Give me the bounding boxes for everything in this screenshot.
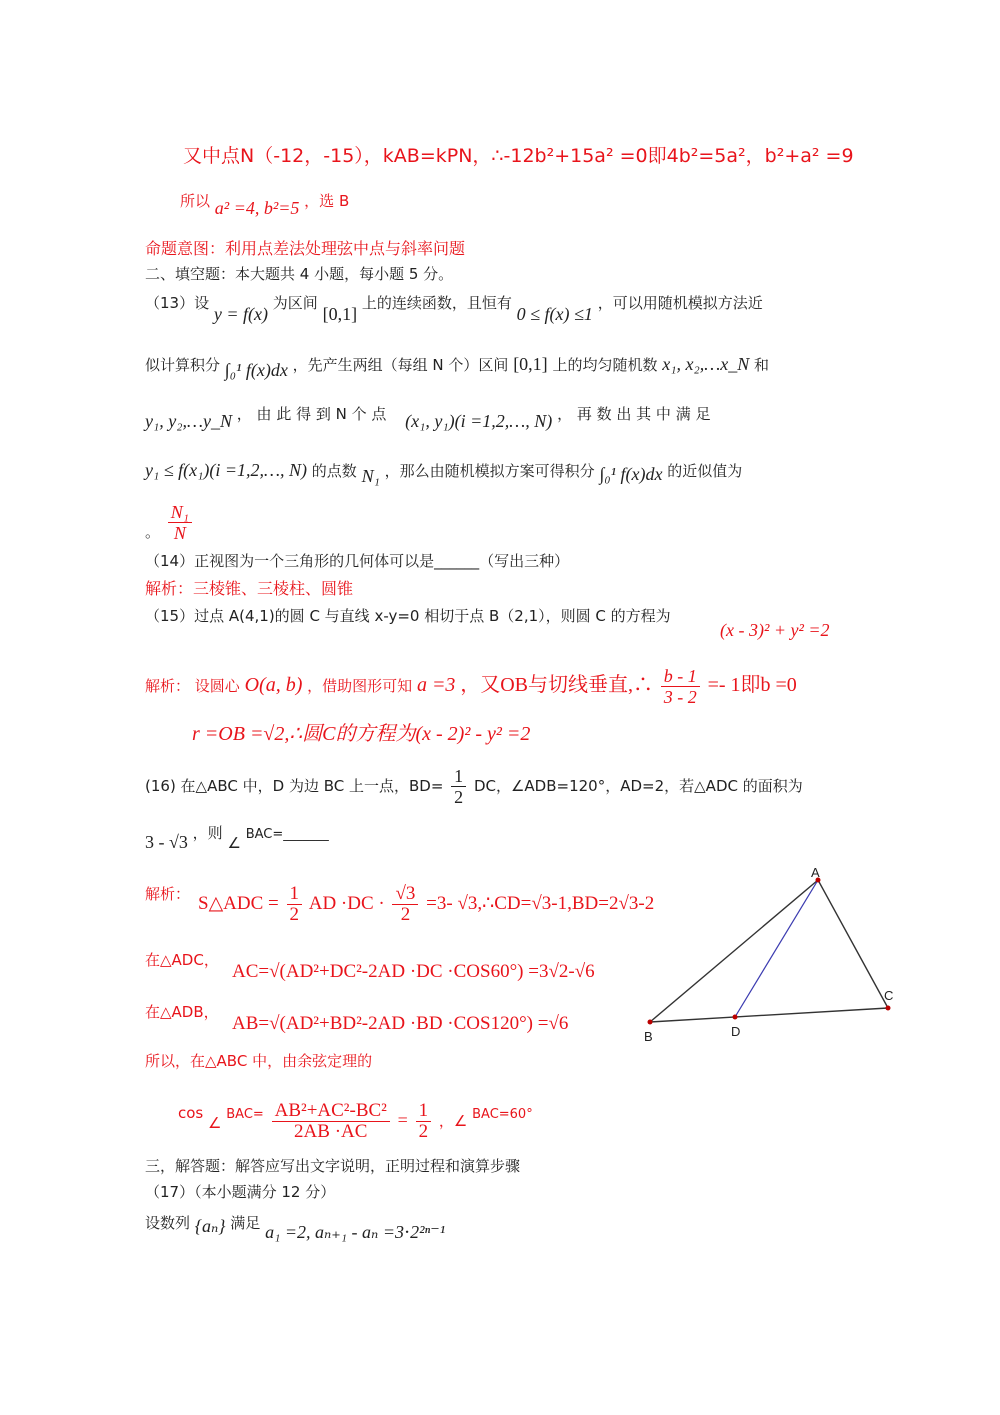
q13-text-k: 的点数	[311, 462, 357, 480]
sol1-text-c: =3- √3,∴CD=√3-1,BD=2√3-2	[426, 892, 655, 914]
q16-line1	[145, 766, 803, 807]
q13-integral-2: ∫₀¹ f(x)dx	[599, 464, 663, 484]
side-bc	[650, 1008, 888, 1022]
q15-solution-line1	[145, 666, 797, 707]
q16-text-e: BAC=_______	[245, 827, 329, 842]
q13-line2	[145, 354, 770, 380]
answer-prefix: 所以	[180, 192, 211, 210]
q16-angle-symbol: ∠	[227, 834, 241, 852]
intent-line: 命题意图：利用点差法处理弦中点与斜率问题	[145, 239, 466, 258]
sol1-fraction-1	[287, 884, 303, 925]
q15-question: （15）过点 A(4,1)的圆 C 与直线 x-y=0 相切于点 B（2,1），则圆 C 的方程为	[145, 607, 671, 625]
q13-math-5: [0,1]	[513, 354, 548, 374]
q16-sol-label: 解析：	[145, 885, 191, 903]
q16-line2	[145, 822, 329, 852]
vertex-d-dot	[733, 1015, 738, 1020]
adc-label: 在△ADC，	[145, 951, 219, 969]
q15-sol-text-d: ，又OB与切线垂直,∴	[460, 674, 654, 696]
sol1-text-a: S△ADC =	[198, 892, 279, 914]
q13-math-1: y = f(x)	[213, 304, 268, 324]
cos-fraction-1	[272, 1101, 390, 1142]
q13-answer-denominator: N	[173, 523, 186, 543]
q16-math: 3 - √3	[145, 832, 188, 852]
cos-frac1-den: 2AB ·AC	[294, 1121, 368, 1142]
answer-math: a² =4, b²=5	[214, 198, 300, 218]
cos-angle-2: ，∠	[438, 1112, 468, 1130]
adc-equation: AC=√(AD²+DC²-2AD ·DC ·COS60°) =3√2-√6	[232, 961, 595, 982]
midpoint-text: 又中点N（-12，-15），kAB=kPN，∴-12b²+15a² =0即4b²=5a²，b²+a² =9	[183, 145, 854, 167]
q13-answer-fraction	[168, 502, 192, 543]
adb-equation: AB=√(AD²+BD²-2AD ·BD ·COS120°) =√6	[232, 1013, 569, 1034]
q15-answer-math: (x - 3)² + y² =2	[720, 620, 830, 640]
sol1-frac2-den: 2	[400, 904, 411, 925]
q13-text-a: （13）设	[145, 294, 210, 312]
q15-sol-text-b: 设圆心	[194, 677, 240, 695]
cos-text-a: cos	[178, 1104, 204, 1122]
cosine-rule-line: 所以，在△ABC 中，由余弦定理的	[145, 1052, 373, 1070]
q17-text-a: 设数列	[145, 1214, 191, 1232]
cos-frac2-den: 2	[418, 1121, 429, 1142]
q15-solution-line2: r =OB =√2,∴圆C的方程为(x - 2)² - y² =2	[192, 723, 531, 745]
section2-heading: 二、填空题：本大题共 4 小题，每小题 5 分。	[145, 265, 454, 283]
q13-text-e: 似计算积分	[145, 356, 221, 374]
q13-line3	[145, 403, 711, 431]
q13-text-c: 上的连续函数，且恒有	[361, 294, 512, 312]
q15-sol-frac-den: 3 - 2	[663, 687, 697, 707]
line-midpoint	[183, 146, 854, 167]
q13-math-8: (x₁, y₁)(i =1,2,…, N)	[405, 411, 553, 431]
q17-math-1: {aₙ}	[194, 1216, 226, 1236]
sol1-text-b: AD ·DC ·	[308, 892, 385, 914]
q13-integral-1: ∫₀¹ f(x)dx	[224, 360, 288, 380]
q13-math-3: 0 ≤ f(x) ≤1	[516, 304, 593, 324]
q13-period: 。	[145, 523, 161, 541]
q15-sol-label: 解析：	[145, 677, 191, 695]
q15-sol-frac-num: b - 1	[661, 666, 700, 687]
q13-text-l: ，那么由随机模拟方案可得积分	[384, 462, 595, 480]
q13-math-7: y₁, y₂,…y_N	[145, 411, 232, 431]
q13-line1	[145, 292, 763, 324]
q13-math-10: N₁	[361, 466, 380, 486]
label-b: B	[644, 1029, 653, 1044]
q15-sol-math-2: a =3	[416, 674, 456, 696]
q13-math-2: [0,1]	[322, 304, 358, 324]
q13-math-9: y₁ ≤ f(x₁)(i =1,2,…, N)	[145, 460, 308, 480]
q13-line4	[145, 460, 743, 486]
side-ac	[818, 880, 888, 1008]
vertex-c-dot	[886, 1006, 891, 1011]
cos-frac2-num: 1	[416, 1101, 432, 1122]
sol1-frac1-den: 2	[289, 904, 300, 925]
q16-fraction	[451, 766, 466, 807]
q13-text-m: 的近似值为	[667, 462, 743, 480]
q13-answer-line	[145, 502, 195, 543]
q16-sol-line1	[198, 884, 654, 925]
sol1-frac1-num: 1	[287, 884, 303, 905]
q17-text-b: 满足	[230, 1214, 261, 1232]
q13-text-h: 和	[754, 356, 770, 374]
side-ab	[650, 880, 818, 1022]
q15-sol-text-e: =- 1即b =0	[707, 674, 797, 696]
q17-math-2: a₁ =2, aₙ₊₁ - aₙ =3⋅2²ⁿ⁻¹	[265, 1222, 446, 1242]
label-a: A	[811, 865, 820, 880]
sol1-fraction-2	[392, 884, 418, 925]
cos-result: BAC=60°	[472, 1107, 533, 1122]
q16-text-a: (16) 在△ABC 中，D 为边 BC 上一点，BD=	[145, 777, 444, 795]
q13-text-d: ，可以用随机模拟方法近	[597, 294, 763, 312]
q14-question: （14）正视图为一个三角形的几何体可以是______（写出三种）	[145, 552, 570, 570]
q17-heading: （17）（本小题满分 12 分）	[145, 1183, 336, 1201]
q15-sol-text-c: ，借助图形可知	[307, 677, 413, 695]
cos-fraction-2	[416, 1101, 432, 1142]
label-c: C	[884, 988, 894, 1003]
q13-text-g: 上的均匀随机数	[552, 356, 658, 374]
sol1-frac2-num: √3	[392, 884, 418, 905]
q15-sol-fraction	[661, 666, 700, 707]
section3-heading: 三，解答题：解答应写出文字说明，正明过程和演算步骤	[145, 1157, 521, 1175]
q13-text-f: ，先产生两组（每组 N 个）区间	[292, 356, 509, 374]
label-d: D	[731, 1024, 741, 1039]
q16-text-b: DC，∠ADB=120°，AD=2，若△ADC 的面积为	[473, 777, 803, 795]
adb-label: 在△ADB，	[145, 1003, 219, 1021]
answer-suffix: ，选 B	[304, 192, 350, 210]
q17-line	[145, 1212, 446, 1242]
q13-text-b: 为区间	[272, 294, 318, 312]
cos-line	[178, 1093, 533, 1142]
vertex-b-dot	[648, 1020, 653, 1025]
q16-frac-num: 1	[451, 766, 466, 787]
cos-angle-1: ∠	[208, 1114, 222, 1132]
q16-text-c: ，则	[192, 824, 223, 842]
q15-sol-math-1: O(a, b)	[244, 674, 303, 696]
q13-math-6: x₁, x₂,…x_N	[662, 354, 750, 374]
line-answer-b	[180, 190, 350, 218]
cos-text-c: BAC=	[226, 1107, 264, 1122]
q14-answer: 解析：三棱锥、三棱柱、圆锥	[145, 579, 354, 598]
cos-frac1-num: AB²+AC²-BC²	[272, 1101, 390, 1122]
cos-equals: =	[397, 1110, 408, 1130]
q13-text-i: ， 由 此 得 到 N 个 点	[236, 405, 387, 423]
q13-text-j: ， 再 数 出 其 中 满 足	[557, 405, 711, 423]
q16-frac-den: 2	[454, 787, 464, 807]
q13-answer-numerator: N₁	[168, 502, 192, 523]
triangle-figure	[630, 860, 910, 1050]
segment-ad	[735, 880, 818, 1017]
